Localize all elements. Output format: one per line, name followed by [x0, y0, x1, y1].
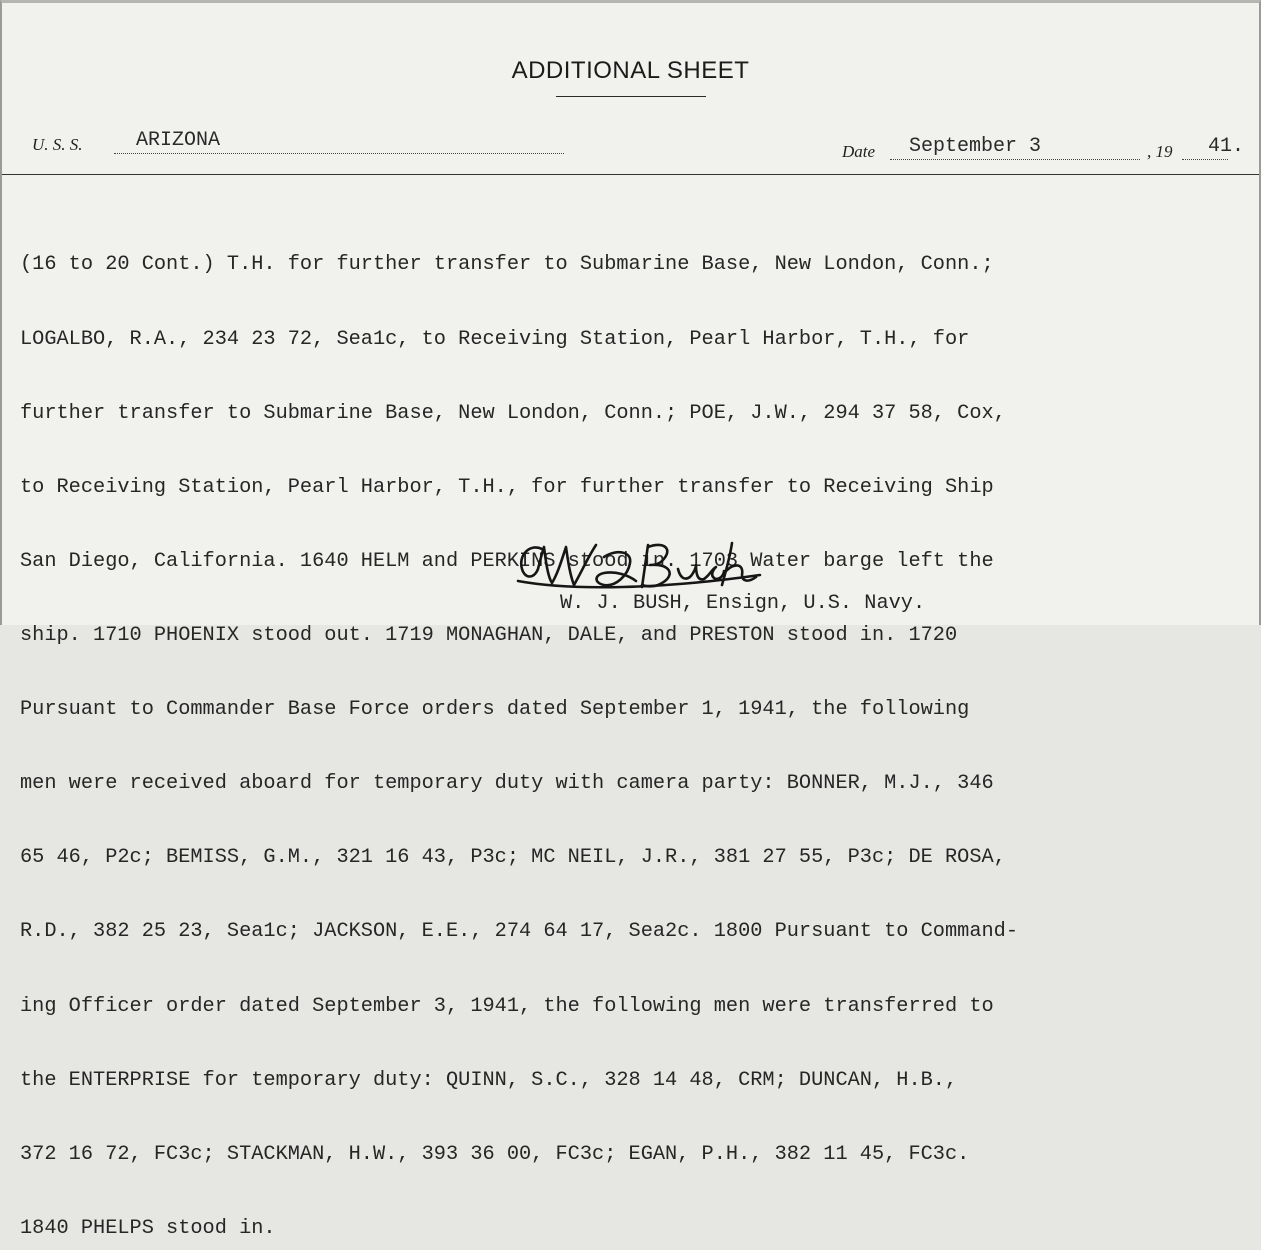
log-line: the ENTERPRISE for temporary duty: QUINN, S.C., 328 14 48, CRM; DUNCAN, H.B., — [20, 1068, 958, 1092]
log-line: (16 to 20 Cont.) T.H. for further transfer to Submarine Base, New London, Conn.; — [20, 253, 994, 277]
year-prefix: , 19 — [1147, 142, 1173, 161]
log-line: to Receiving Station, Pearl Harbor, T.H., for further transfer to Receiving Ship — [20, 475, 994, 499]
log-line: R.D., 382 25 23, Sea1c; JACKSON, E.E., 274 64 17, Sea2c. 1800 Pursuant to Command- — [20, 920, 1018, 944]
header-separator — [2, 174, 1259, 175]
log-line: further transfer to Submarine Base, New London, Conn.; POE, J.W., 294 37 58, Cox, — [20, 401, 1006, 425]
log-line: LOGALBO, R.A., 234 23 72, Sea1c, to Receiving Station, Pearl Harbor, T.H., for — [20, 327, 970, 351]
year-suffix: 41. — [1208, 135, 1245, 158]
log-line: men were received aboard for temporary duty with camera party: BONNER, M.J., 346 — [20, 772, 994, 796]
log-line: ing Officer order dated September 3, 1941, the following men were transferred to — [20, 994, 994, 1018]
log-line: San Diego, California. 1640 HELM and PERKINS stood in. 1703 Water barge left the — [20, 549, 994, 573]
title-underline — [556, 96, 706, 97]
ship-name-dotted-line — [114, 153, 564, 154]
sheet-title: ADDITIONAL SHEET — [511, 57, 750, 84]
ship-name: ARIZONA — [136, 129, 221, 152]
date-value: September 3 — [909, 135, 1042, 158]
log-entry-text — [20, 204, 1255, 1250]
date-dotted-line — [890, 159, 1140, 160]
log-line: 1840 PHELPS stood in. — [20, 1216, 276, 1240]
typed-signature-name: W. J. BUSH, Ensign, U.S. Navy. — [560, 592, 926, 615]
log-line: 65 46, P2c; BEMISS, G.M., 321 16 43, P3c; MC NEIL, J.R., 381 27 55, P3c; DE ROSA, — [20, 846, 1006, 870]
year-dotted-line — [1182, 159, 1228, 160]
log-line: ship. 1710 PHOENIX stood out. 1719 MONAGHAN, DALE, and PRESTON stood in. 1720 — [20, 623, 958, 647]
uss-label: U. S. S. — [32, 135, 83, 154]
log-line: 372 16 72, FC3c; STACKMAN, H.W., 393 36 00, FC3c; EGAN, P.H., 382 11 45, FC3c. — [20, 1142, 970, 1166]
date-label: Date — [842, 142, 876, 161]
log-line: Pursuant to Commander Base Force orders dated September 1, 1941, the following — [20, 698, 970, 722]
